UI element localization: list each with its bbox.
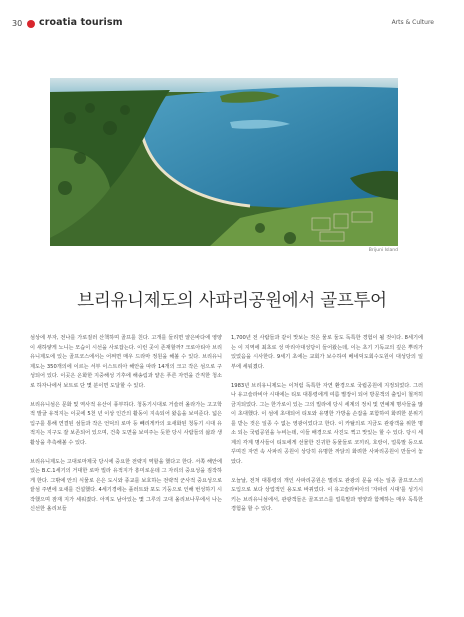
photo-caption: Brijuni Island [368,248,398,253]
section-label: Arts & Culture [391,19,434,26]
article-title: 브리유니제도의 사파리공원에서 골프투어 [77,291,387,311]
paragraph: 1983년 브리유니제도는 이처럼 독특한 자연 환경으로 국립공원에 지정되었다. 그러나 유고슬라비아 시대에는 티토 대통령에게 여름 별장이 되어 방문객의 출입이 철저히 금지되었다. 그는 한가로이 있는 그의 빌라에 당시 세계의 정치 및 연예계 명사들을 많이 초대했다. 이 섬에 초대되어 티토와 유명한 가방을 손잡을 포함하여 화려한 분위기를 받는 것은 일종 수 없는 영광이었다고 한다. 이 카탈의로 지금도 관광객을 위한 명소 되는 국립공원을 누비는데, 이들 배경으로 사진도 찍고 맛있는 할 수 있다. 당시 세계의 각계 명사들이 티토에게 선물한 진귀한 동물들로 코끼리, 호랑이, 얼룩말 등으로 꾸며진 자연 속 사파리 공원이 상당히 유명한 까닭의 화려한 사파리공원이 만들어 놓았다. [231,382,423,465]
paragraph: 1,700년 전 사람들과 같이 맛보는 것은 물로 둘도 독특한 경험이 될 것이다. 8세기에는 이 지역에 최초로 성 마리아대성당이 들어왔는데, 이는 초기 기독교의 깊은 뿌리가 있었음을 시사한다. 9세기 초에는 교회가 보수하여 베네딕도회수도원이 대성당의 일부에 세워졌다. [231,335,423,370]
brand-dot-icon [27,20,35,28]
paragraph: 브리유니섬은 문화 및 역사적 유산이 풍부하다. 청동기시대로 거슬러 올라가는 고고학적 발굴 유적지는 이곳에 5천 년 이상 인간의 활동이 지속되어 왔음을 보여준다. 넓은 입구를 통해 연결된 섬들과 작은 언덕의 로마 등 빼리게카의 요새화된 청동기 시대 유적지는 지구도 잘 보존되어 있으며, 건축 도면을 보여주는 듯한 당시 사람들의 삶과 생활상을 추측해볼 수 있다. [30,401,222,446]
paragraph: 브리유니제도는 고대로마제국 당시에 중요한 전략지 역할을 했다고 한다. 서쪽 해안에 있는 B.C.1세기의 거대한 로마 빌라 유적지가 흥미로운데 그 자리의 중요성을 짐작하게 한다. 그밖에 안의 식물로 은은 도시와 종교를 보호하는 전략적 군사적 중요성으로 끝섬 주변에 요새를 건설했다. 4세기경에는 플러트와 포도 기둥으로 인해 번성하기 시작했으며 잠재 지가 세워졌다. 아직도 남아있는 몇 그루의 고대 올리브나무에서 나는 신선한 올리브들 [30,458,222,512]
brand-name: croatia tourism [39,17,123,28]
article-column-left [30,334,222,524]
page-header [0,0,464,40]
aerial-photo [50,78,398,246]
paragraph: 섬상에 부자, 전나를 가로질러 산책하며 골프를 친다. 고개를 들리면 얕은바다에 영양이 새하얗게 노니는 모습이 시선을 사로잡는다. 이런 곳이 존재할까? 크로아티아 브리유니제도에 있는 골프코스에서는 어쩌면 매우 드라마 정원을 해볼 수 있다. 브리유니제도는 350개의에 이르는 서부 이스트리아 해안을 따라 14개의 크고 작은 섬으로 구성되어 있다. 이곳은 온화한 지중해성 기후에 해송림과 얕은 푸른 자연을 간직한 청소로 하자나에서 보트로 단 몇 분이면 도달할 수 있다. [30,335,222,389]
page-number: 30 [12,19,23,28]
article-column-right [231,334,423,524]
paragraph: 오늘날, 전처 대통령의 개인 사파리공원은 멀리도 관광의 문을 여는 일종 골프코스의 도입으로 보다 상업적인 용도로 바뀌었다. 이 유고슬라비아의 '자파리 시대'를 성기시키는 브리유니섬에서, 관광객들은 골프코스를 얼룩말과 영양과 함께하는 매우 독특한 경험을 할 수 있다. [231,477,423,512]
